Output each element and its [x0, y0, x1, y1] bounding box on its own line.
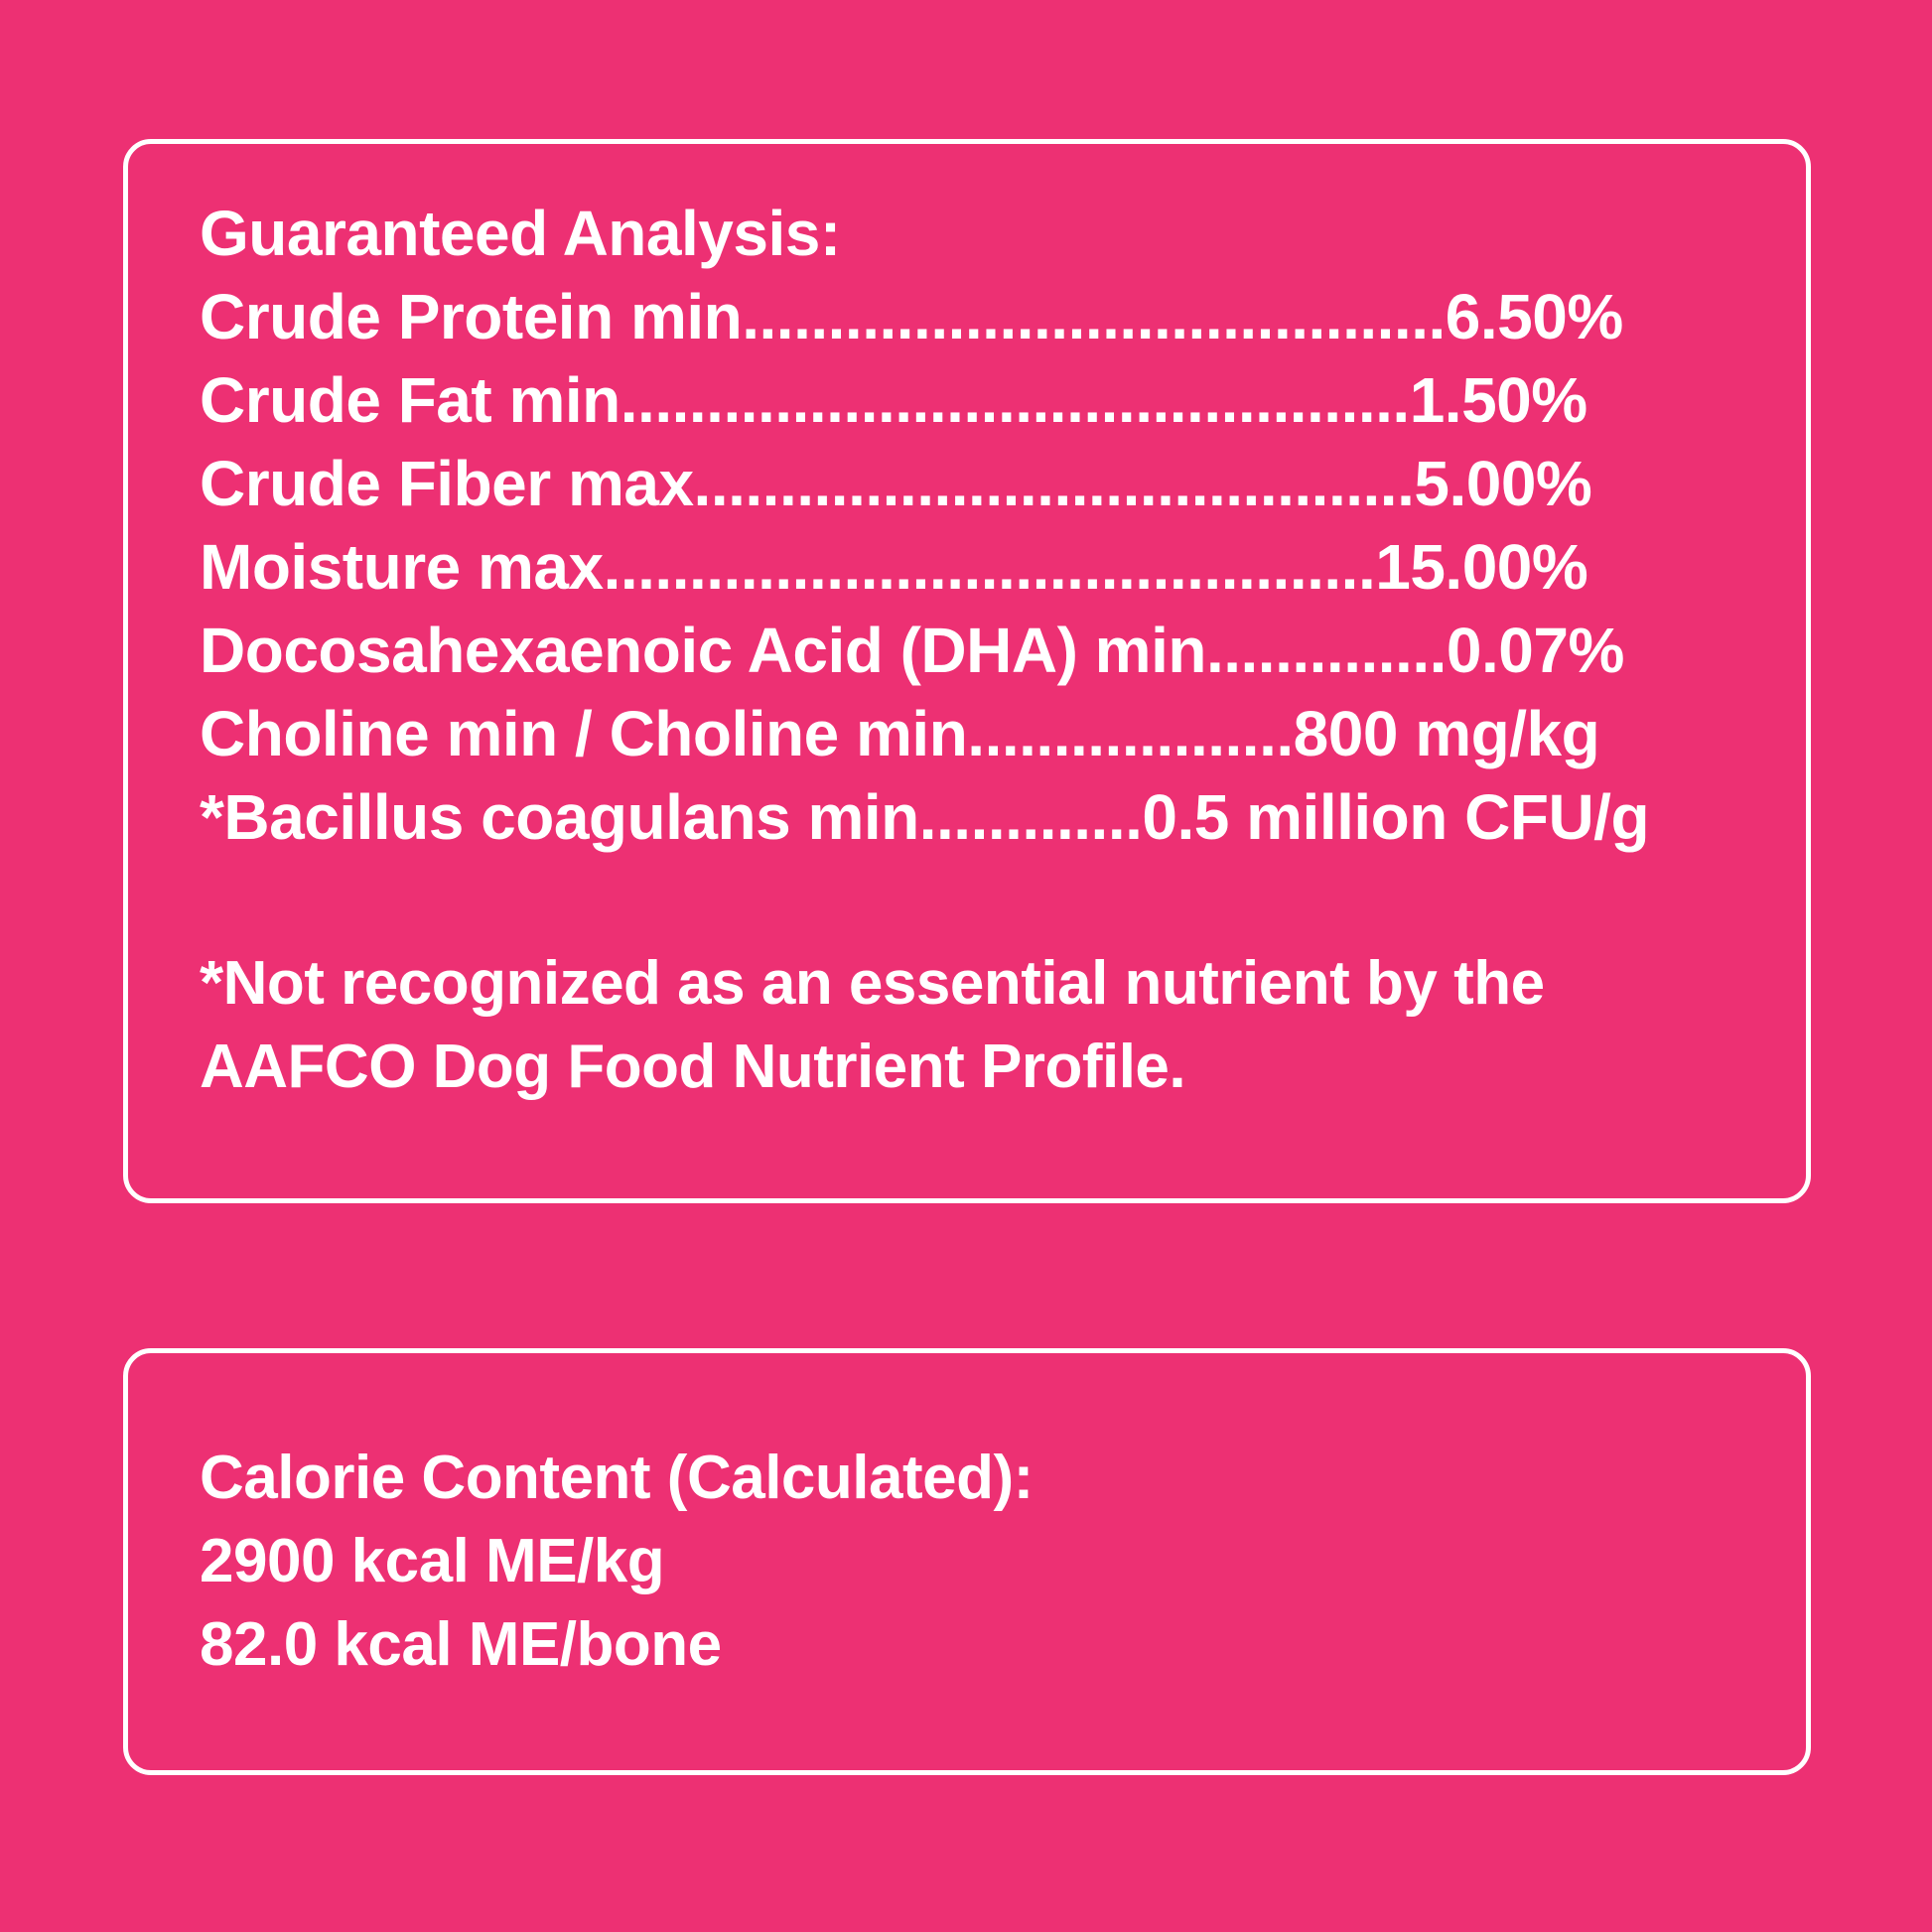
guaranteed-analysis-panel	[123, 139, 1811, 1203]
guaranteed-analysis-heading: Guaranteed Analysis:	[200, 198, 841, 269]
analysis-row-crude-fiber: Crude Fiber max..........................................5.00%	[200, 448, 1592, 519]
analysis-row-moisture: Moisture max.............................................15.00%	[200, 531, 1588, 603]
calorie-row-kcal-per-kg: 2900 kcal ME/kg	[200, 1527, 665, 1595]
analysis-spacer	[200, 859, 1746, 942]
calorie-content-content	[200, 1437, 1746, 1687]
analysis-row-crude-fat: Crude Fat min..............................................1.50%	[200, 364, 1587, 436]
analysis-row-bacillus-coagulans: *Bacillus coagulans min.............0.5 million CFU/g	[200, 781, 1650, 853]
calorie-content-panel	[123, 1348, 1811, 1775]
guaranteed-analysis-content	[200, 192, 1746, 1109]
calorie-row-kcal-per-bone: 82.0 kcal ME/bone	[200, 1610, 722, 1679]
analysis-row-choline: Choline min / Choline min...................800 mg/kg	[200, 698, 1600, 769]
analysis-row-dha: Docosahexaenoic Acid (DHA) min..............0.07%	[200, 615, 1624, 686]
calorie-content-heading: Calorie Content (Calculated):	[200, 1444, 1034, 1512]
analysis-footnote: *Not recognized as an essential nutrient by the AAFCO Dog Food Nutrient Profile.	[200, 949, 1545, 1101]
analysis-row-crude-protein: Crude Protein min.........................................6.50%	[200, 281, 1623, 352]
